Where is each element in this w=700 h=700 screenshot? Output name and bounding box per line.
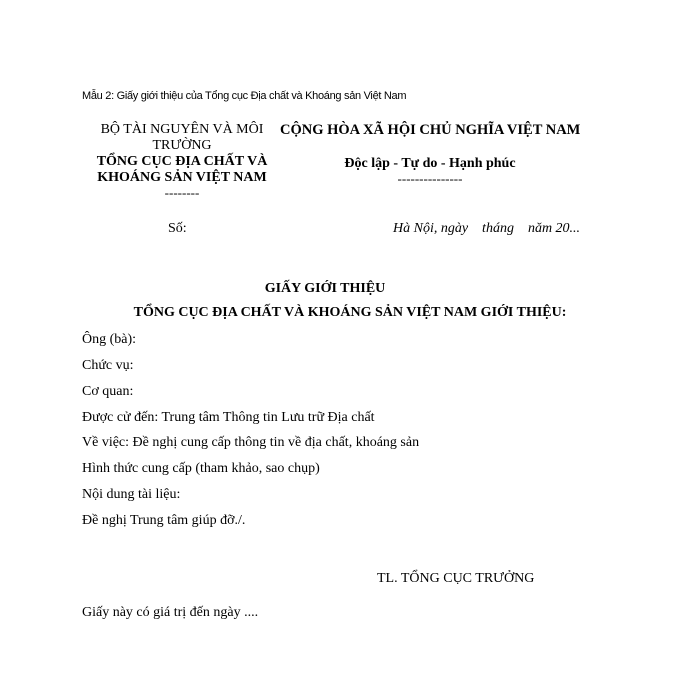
place-date-line: Hà Nội, ngày tháng năm 20...: [393, 221, 581, 236]
field-sent-to: Được cử đến: Trung tâm Thông tin Lưu trữ Địa chất: [82, 410, 375, 425]
national-header-block: [280, 122, 580, 186]
field-subject: Về việc: Đề nghị cung cấp thông tin về địa chất, khoáng sản: [82, 435, 420, 450]
field-person-name: Ông (bà):: [82, 332, 137, 347]
motto-separator: ---------------: [397, 171, 463, 186]
field-position: Chức vụ:: [82, 358, 134, 373]
document-subtitle: TỔNG CỤC ĐỊA CHẤT VÀ KHOÁNG SẢN VIỆT NAM GIỚI THIỆU:: [133, 305, 567, 320]
validity-note: Giấy này có giá trị đến ngày ....: [82, 605, 259, 620]
document-title: GIẤY GIỚI THIỆU: [264, 281, 386, 296]
field-provision-form: Hình thức cung cấp (tham khảo, sao chụp): [82, 461, 320, 476]
document-number-label: Số:: [168, 221, 187, 236]
agency-separator: --------: [164, 185, 200, 200]
department-name: TỔNG CỤC ĐỊA CHẤT VÀ KHOÁNG SẢN VIỆT NAM: [96, 154, 268, 185]
national-motto: Độc lập - Tự do - Hạnh phúc: [344, 156, 516, 171]
field-document-content: Nội dung tài liệu:: [82, 487, 181, 502]
field-organization: Cơ quan:: [82, 384, 134, 399]
form-caption: Mẫu 2: Giấy giới thiệu của Tổng cục Địa chất và Khoáng sản Việt Nam: [82, 90, 407, 102]
field-closing-request: Đề nghị Trung tâm giúp đỡ./.: [82, 513, 246, 528]
national-title: CỘNG HÒA XÃ HỘI CHỦ NGHĨA VIỆT NAM: [280, 122, 581, 138]
signature-title: TL. TỔNG CỤC TRƯỞNG: [377, 571, 535, 586]
ministry-name: BỘ TÀI NGUYÊN VÀ MÔI TRƯỜNG: [100, 122, 264, 153]
issuing-agency-block: [82, 122, 282, 200]
